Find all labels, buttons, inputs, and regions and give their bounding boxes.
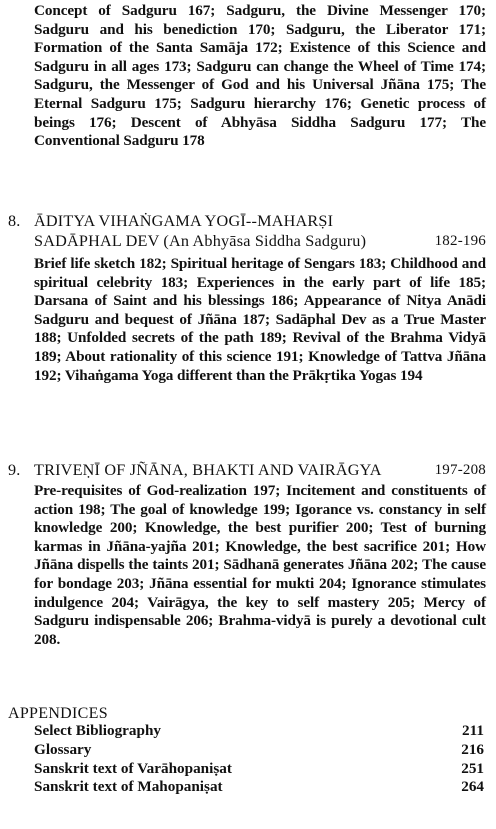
chapter-number: 9. xyxy=(8,461,21,479)
appendix-label: Glossary xyxy=(34,740,92,758)
chapter-page-range: 197-208 xyxy=(434,462,486,478)
chapter-9-heading xyxy=(8,460,490,482)
continued-entry-description: Concept of Sadguru 167; Sadguru, the Divine Messenger 170; Sadguru and his benediction 170; Sadguru, the Liberator 171; Formation of the Santa Samāja 172; Existence of this Science and Sadguru in all ages 173; Sadguru can change the Wheel of Time 174; Sadguru, the Messenger of God and his Universal Jñāna 175; The Eternal Sadguru 175; Sadguru hierarchy 176; Genetic process of beings 176; Descent of Abhyāsa Siddha Sadguru 177; The Conventional Sadguru 178 xyxy=(34,2,486,150)
chapter-title: TRIVEṆĪ OF JÑĀNA, BHAKTI AND VAIRĀGYA xyxy=(34,461,382,479)
chapter-title: ĀDITYA VIHAṄGAMA YOGĪ--MAHARṢI xyxy=(34,212,334,230)
appendix-item xyxy=(34,722,484,741)
appendix-item xyxy=(34,760,484,779)
chapter-8-description: Brief life sketch 182; Spiritual heritage of Sengars 183; Childhood and spiritual celebrity 183; Experiences in the early part of life 185; Darsana of Saint and his blessings 186; Appearance of Nitya Anādi Sadguru and bequest of Jñāna 187; Sadāphal Dev as a True Master 188; Unfolded secrets of the path 189; Revival of the Brahma Vidyā 189; About rationality of this science 191; Knowledge of Tattva Jñāna 192; Vihaṅgama Yoga different than the Prākṛtika Yogas 194 xyxy=(34,255,486,384)
appendix-item xyxy=(34,741,484,760)
chapter-subtitle: SADĀPHAL DEV (An Abhyāsa Siddha Sadguru) xyxy=(34,232,367,250)
appendix-list xyxy=(34,722,484,797)
appendix-label: Sanskrit text of Mahopaniṣat xyxy=(34,778,223,796)
chapter-9-description: Pre-requisites of God-realization 197; Incitement and constituents of action 198; The goal of knowledge 199; Igorance vs. constancy in self knowledge 200; Knowledge, the best purifier 200; Test of burning karmas in Jñāna-yajña 201; Knowledge, the best sacrifice 201; How Jñāna dispells the taints 201; Sādhanā generates Jñāna 202; The cause for bondage 203; Jñāna essential for mukti 204; Ignorance stimulates indulgence 204; Vairāgya, the key to self mastery 205; Mercy of Sadguru indispensable 206; Brahma-vidyā is purely a devotional cult 208. xyxy=(34,482,486,648)
appendix-label: Sanskrit text of Varāhopaniṣat xyxy=(34,759,232,777)
chapter-page-range: 182-196 xyxy=(434,233,486,249)
appendix-page: 211 xyxy=(462,722,484,739)
appendix-page: 251 xyxy=(461,759,484,777)
chapter-8-heading xyxy=(8,211,490,255)
chapter-number: 8. xyxy=(8,212,21,230)
appendix-item xyxy=(34,778,484,797)
appendix-page: 216 xyxy=(461,740,484,758)
appendices-heading: APPENDICES xyxy=(8,705,108,722)
appendix-page: 264 xyxy=(461,778,484,796)
appendix-label: Select Bibliography xyxy=(34,722,161,739)
